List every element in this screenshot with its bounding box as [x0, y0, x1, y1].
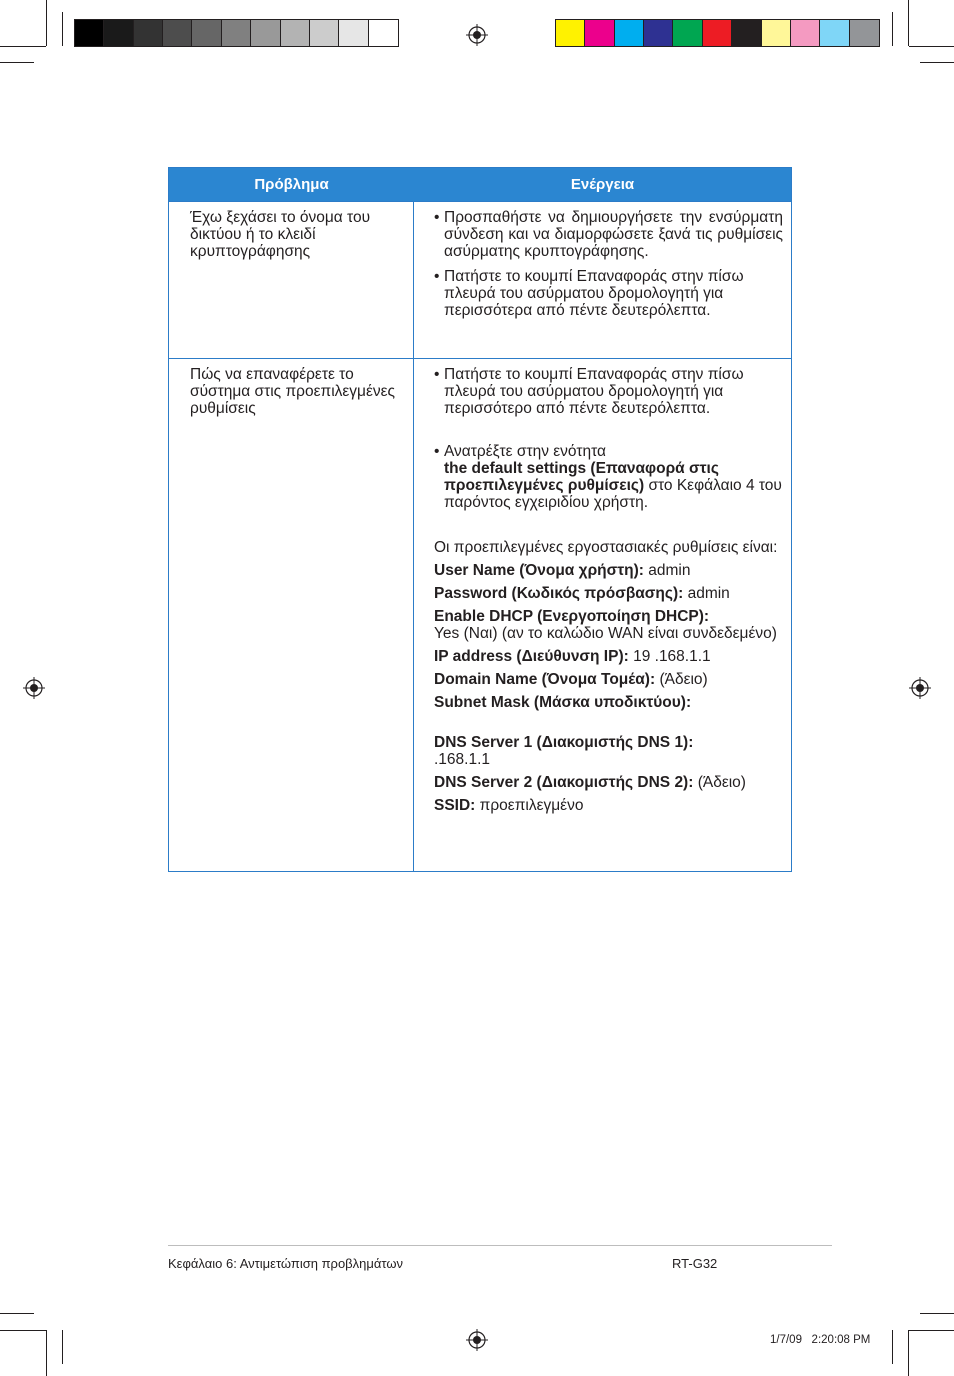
process-color-bar: [555, 19, 880, 47]
crop-mark: [0, 62, 34, 63]
list-item: [434, 366, 783, 417]
list-item: [434, 209, 783, 260]
action-text: Πατήστε το κουμπί Επαναφοράς στην πίσω πλευρά του ασύρματου δρομολογητή για περισσότερο από πέντε δευτερόλεπτα.: [444, 366, 744, 417]
color-swatch: [339, 20, 368, 46]
color-swatch: [556, 20, 585, 46]
crop-mark: [908, 1330, 909, 1376]
crop-mark: [46, 0, 47, 46]
user-name-label: User Name (Όνομα χρήστη):: [434, 562, 644, 579]
list-item: [434, 268, 783, 319]
color-swatch: [281, 20, 310, 46]
default-dhcp: [434, 608, 783, 642]
password-value: admin: [683, 585, 730, 602]
crop-mark: [908, 0, 909, 46]
crop-mark: [0, 46, 46, 47]
color-swatch: [644, 20, 673, 46]
header-action: Ενέργεια: [570, 176, 635, 193]
table-header: [169, 168, 791, 201]
user-name-value: admin: [643, 562, 691, 579]
crop-mark: [46, 1330, 47, 1376]
action-cell: [414, 359, 791, 871]
troubleshooting-table: [168, 167, 792, 872]
list-item: [434, 443, 783, 511]
default-dns-server-2: [434, 774, 783, 791]
bullet-icon: •: [434, 366, 440, 383]
action-text: Προσπαθήστε να δημιουργήσετε την ενσύρματη σύνδεση και να διαμορφώσετε ξανά τις ρυθμίσεις ασύρματης κρυπτογράφησης.: [444, 209, 783, 260]
color-swatch: [615, 20, 644, 46]
print-timestamp: 1/7/09 2:20:08 PM: [770, 1334, 871, 1346]
registration-mark-icon: [466, 1329, 488, 1351]
domain-label: Domain Name (Όνομα Τομέα):: [434, 671, 656, 688]
problem-cell: Έχω ξεχάσει το όνομα του δικτύου ή το κλειδί κρυπτογράφησης: [169, 202, 414, 358]
bullet-icon: •: [434, 209, 440, 226]
dns2-label: DNS Server 2 (Διακομιστής DNS 2):: [434, 774, 694, 791]
crop-mark: [920, 62, 954, 63]
crop-mark: [0, 1330, 46, 1331]
crop-mark: [892, 12, 893, 46]
action-cell: [414, 202, 791, 358]
registration-mark-icon: [466, 24, 488, 46]
color-swatch: [732, 20, 761, 46]
grayscale-color-bar: [74, 19, 399, 47]
color-swatch: [310, 20, 339, 46]
color-swatch: [703, 20, 732, 46]
password-label: Password (Κωδικός πρόσβασης):: [434, 585, 684, 602]
color-swatch: [850, 20, 879, 46]
default-ip-address: [434, 648, 783, 665]
dhcp-value: Yes (Ναι) (αν το καλώδιο WAN είναι συνδεδεμένο): [434, 625, 777, 642]
registration-mark-icon: [23, 677, 45, 699]
crop-mark: [920, 1313, 954, 1314]
crop-mark: [0, 1313, 34, 1314]
default-ssid: [434, 797, 783, 814]
table-row: [169, 201, 791, 358]
dns2-value: (Άδειο): [693, 774, 746, 791]
bullet-icon: •: [434, 268, 440, 285]
ip-value: 19 .168.1.1: [628, 648, 711, 665]
defaults-intro: Οι προεπιλεγμένες εργοστασιακές ρυθμίσεις είναι:: [434, 539, 778, 556]
subnet-label: Subnet Mask (Μάσκα υποδικτύου):: [434, 694, 692, 711]
registration-mark-icon: [909, 677, 931, 699]
color-swatch: [585, 20, 614, 46]
color-swatch: [369, 20, 398, 46]
action-text: [444, 443, 783, 511]
footer-divider: [168, 1245, 832, 1246]
crop-mark: [62, 1330, 63, 1364]
color-swatch: [762, 20, 791, 46]
dns1-value: .168.1.1: [434, 751, 491, 768]
default-user-name: [434, 562, 783, 579]
footer-model: RT-G32: [672, 1256, 718, 1271]
color-swatch: [104, 20, 133, 46]
crop-mark: [909, 1330, 954, 1331]
color-swatch: [222, 20, 251, 46]
footer-chapter: Κεφάλαιο 6: Αντιμετώπιση προβλημάτων: [168, 1256, 403, 1271]
crop-mark: [909, 46, 954, 47]
color-swatch: [251, 20, 280, 46]
problem-cell: Πώς να επαναφέρετε το σύστημα στις προεπιλεγμένες ρυθμίσεις: [169, 359, 414, 871]
reference-section: the default settings (Επαναφορά στις προεπιλεγμένες ρυθμίσεις): [444, 460, 719, 494]
table-row: [169, 358, 791, 871]
bullet-icon: •: [434, 443, 440, 460]
ssid-label: SSID:: [434, 797, 476, 814]
ssid-value: προεπιλεγμένο: [475, 797, 584, 814]
color-swatch: [791, 20, 820, 46]
crop-mark: [892, 1330, 893, 1364]
dhcp-label: Enable DHCP (Ενεργοποίηση DHCP):: [434, 608, 710, 625]
color-swatch: [673, 20, 702, 46]
header-problem: Πρόβλημα: [254, 176, 329, 193]
color-swatch: [192, 20, 221, 46]
crop-mark: [62, 12, 63, 46]
default-dns-server-1: [434, 734, 783, 768]
reference-chapter: στο Κεφάλαιο 4 του παρόντος εγχειριδίου χρήστη.: [444, 477, 782, 511]
default-password: [434, 585, 783, 602]
default-subnet-mask: [434, 694, 783, 711]
color-swatch: [75, 20, 104, 46]
domain-value: (Άδειο): [655, 671, 708, 688]
reference-intro: Ανατρέξτε στην ενότητα: [444, 443, 606, 460]
color-swatch: [163, 20, 192, 46]
default-domain-name: [434, 671, 783, 688]
color-swatch: [134, 20, 163, 46]
action-text: Πατήστε το κουμπί Επαναφοράς στην πίσω πλευρά του ασύρματου δρομολογητή για περισσότερα από πέντε δευτερόλεπτα.: [444, 268, 744, 319]
color-swatch: [820, 20, 849, 46]
dns1-label: DNS Server 1 (Διακομιστής DNS 1):: [434, 734, 694, 751]
ip-label: IP address (Διεύθυνση IP):: [434, 648, 629, 665]
